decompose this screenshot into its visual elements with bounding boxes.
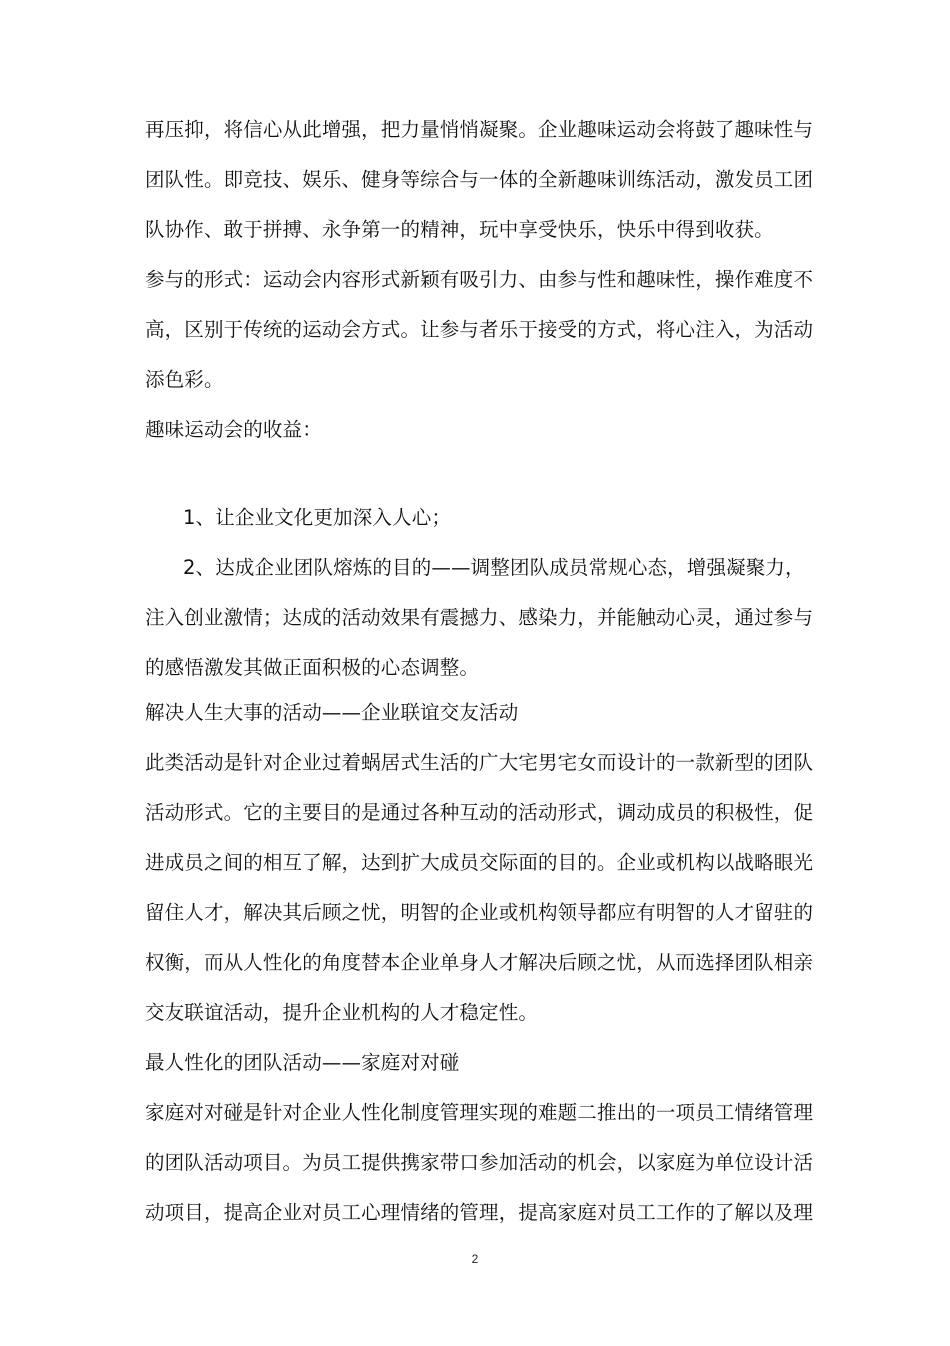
- text-line: 此类活动是针对企业过着蜗居式生活的广大宅男宅女而设计的一款新型的团队: [145, 751, 814, 774]
- text-line: 高，区别于传统的运动会方式。让参与者乐于接受的方式，将心注入，为活动: [145, 318, 814, 341]
- section-heading: 趣味运动会的收益：: [145, 418, 322, 441]
- text-line: 动项目，提高企业对员工心理情绪的管理，提高家庭对员工工作的了解以及理: [145, 1201, 814, 1224]
- section-heading: 最人性化的团队活动——家庭对对碰: [145, 1051, 460, 1074]
- text-line: 团队性。即竞技、娱乐、健身等综合与一体的全新趣味训练活动，激发员工团: [145, 168, 814, 191]
- text-line: 活动形式。它的主要目的是通过各种互动的活动形式，调动成员的积极性，促: [145, 801, 814, 824]
- list-item: 2、达成企业团队熔炼的目的——调整团队成员常规心态，增强凝聚力，: [183, 556, 805, 579]
- text-line: 的感悟激发其做正面积极的心态调整。: [145, 656, 480, 679]
- text-line: 家庭对对碰是针对企业人性化制度管理实现的难题二推出的一项员工情绪管理: [145, 1101, 814, 1124]
- text-line: 交友联谊活动，提升企业机构的人才稳定性。: [145, 1001, 539, 1024]
- list-item: 1、让企业文化更加深入人心；: [183, 506, 452, 529]
- text-line: 权衡，而从人性化的角度替本企业单身人才解决后顾之忧，从而选择团队相亲: [145, 951, 814, 974]
- text-line: 的团队活动项目。为员工提供携家带口参加活动的机会，以家庭为单位设计活: [145, 1151, 814, 1174]
- page-number: 2: [471, 1252, 479, 1266]
- text-line: 添色彩。: [145, 368, 224, 391]
- text-line: 注入创业激情；达成的活动效果有震撼力、感染力，并能触动心灵，通过参与: [145, 606, 814, 629]
- text-line: 再压抑，将信心从此增强，把力量悄悄凝聚。企业趣味运动会将鼓了趣味性与: [145, 118, 814, 141]
- section-heading: 解决人生大事的活动——企业联谊交友活动: [145, 701, 519, 724]
- text-line: 留住人才，解决其后顾之忧，明智的企业或机构领导都应有明智的人才留驻的: [145, 901, 814, 924]
- text-line: 队协作、敢于拼搏、永争第一的精神，玩中享受快乐，快乐中得到收获。: [145, 218, 774, 241]
- text-line: 参与的形式：运动会内容形式新颖有吸引力、由参与性和趣味性，操作难度不: [145, 268, 814, 291]
- text-line: 进成员之间的相互了解，达到扩大成员交际面的目的。企业或机构以战略眼光: [145, 851, 814, 874]
